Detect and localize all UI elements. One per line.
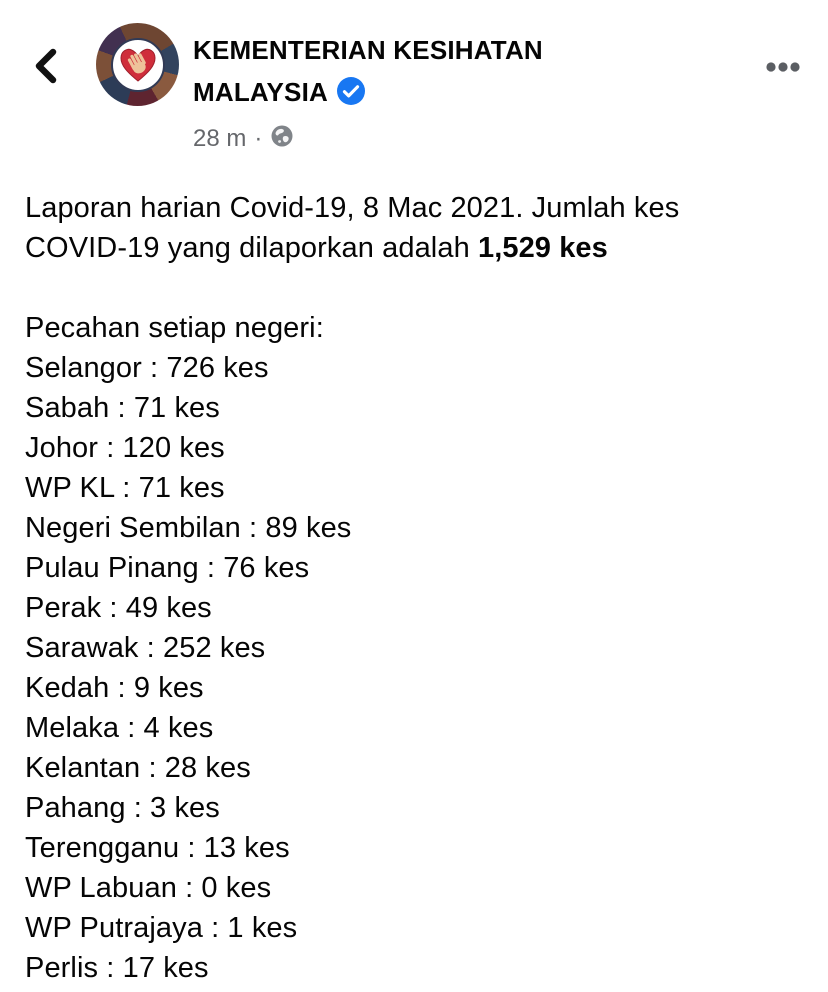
post-line-intro-2 (25, 228, 803, 268)
more-options-button[interactable] (766, 59, 800, 77)
post-header (0, 0, 828, 155)
total-cases-bold: 1,529 kes (477, 232, 608, 264)
state-case-line: WP KL : 71 kes (25, 472, 225, 504)
heart-hand-logo-icon (111, 38, 165, 92)
state-case-line: WP Putrajaya : 1 kes (25, 912, 298, 944)
state-case-line: Johor : 120 kes (25, 432, 225, 464)
state-case-line: Kelantan : 28 kes (25, 752, 251, 784)
verified-badge-icon (337, 75, 365, 117)
globe-icon (270, 124, 294, 155)
breakdown-heading: Pecahan setiap negeri: (25, 312, 324, 344)
chevron-left-icon (33, 71, 57, 88)
state-case-line: Kedah : 9 kes (25, 672, 204, 704)
post-line-blank (25, 268, 803, 308)
timestamp: 28 m (193, 124, 247, 152)
intro-2-regular: COVID-19 yang dilaporkan adalah (25, 232, 478, 264)
state-case-line: WP Labuan : 0 kes (25, 872, 272, 904)
state-case-line: Negeri Sembilan : 89 kes (25, 512, 352, 544)
state-case-line: Sabah : 71 kes (25, 392, 220, 424)
state-case-line: Selangor : 726 kes (25, 352, 269, 384)
state-case-line: Sarawak : 252 kes (25, 632, 266, 664)
post-meta[interactable] (193, 122, 663, 155)
state-case-line: Perak : 49 kes (25, 592, 212, 624)
page-avatar[interactable] (96, 23, 179, 106)
state-case-line: Perlis : 17 kes (25, 952, 209, 984)
state-case-line: Terengganu : 13 kes (25, 832, 290, 864)
page-name[interactable] (193, 29, 663, 117)
state-case-line: Melaka : 4 kes (25, 712, 214, 744)
state-case-list (25, 348, 803, 988)
state-case-line: Pahang : 3 kes (25, 792, 220, 824)
meta-separator: · (254, 124, 263, 152)
state-case-line: Pulau Pinang : 76 kes (25, 552, 310, 584)
post-text (0, 188, 828, 988)
post-line-intro-1: Laporan harian Covid-19, 8 Mac 2021. Jumlah kes (25, 192, 680, 224)
back-button[interactable] (33, 48, 59, 89)
page-name-label: KEMENTERIAN KESIHATAN MALAYSIA (193, 35, 543, 107)
ellipsis-icon (766, 59, 800, 76)
header-text-block (193, 29, 663, 155)
